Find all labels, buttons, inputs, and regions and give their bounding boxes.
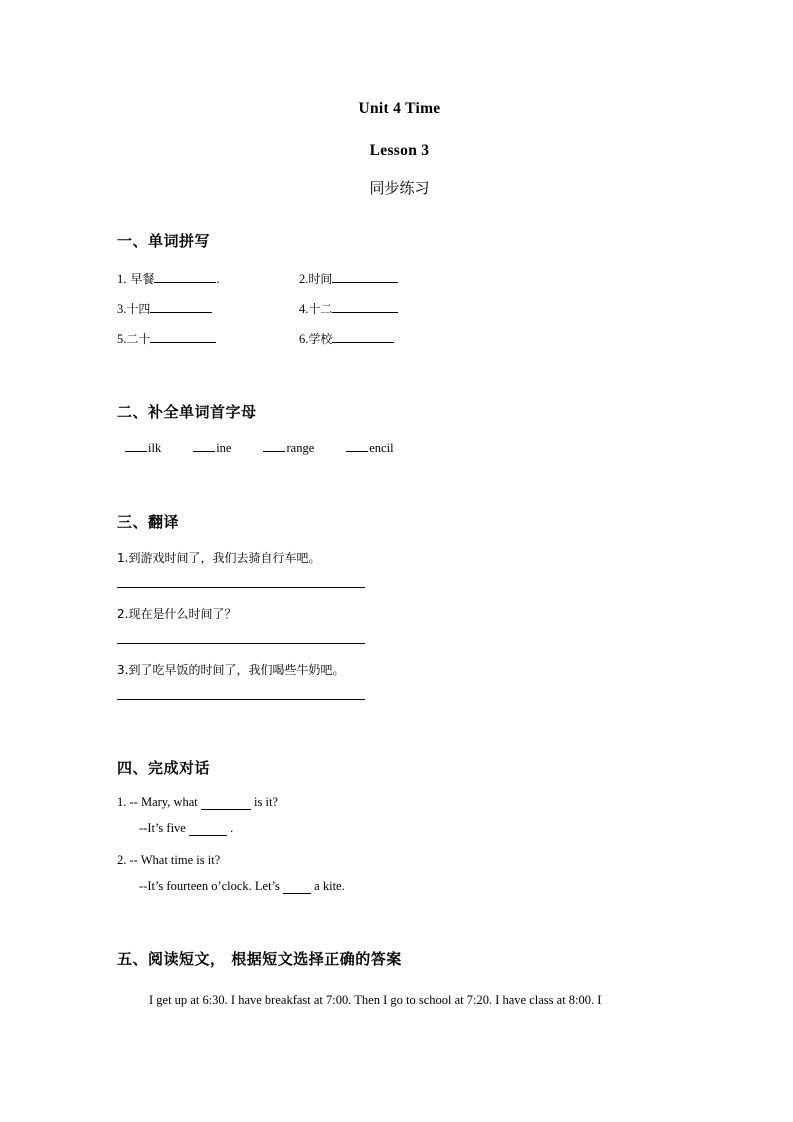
dialogue-text: --It’s five: [139, 821, 186, 835]
answer-blank[interactable]: [332, 330, 394, 343]
first-letter-item-3: [263, 440, 314, 456]
answer-blank[interactable]: [193, 440, 215, 452]
item-word: 十四: [126, 302, 151, 316]
section-heading-5: 五、阅读短文， 根据短文选择正确的答案: [117, 950, 402, 968]
spelling-item-3: [117, 300, 299, 317]
dialogue-question-1: [117, 795, 682, 810]
reading-passage: I get up at 6:30. I have breakfast at 7:00. Then I go to school at 7:20. I have class at 8:00. I: [149, 993, 602, 1007]
dialogue-text: is it?: [254, 795, 278, 809]
word-stem: range: [286, 441, 315, 455]
page-title-sub: 同步练习: [369, 179, 430, 197]
section-heading-1: 一、单词拼写: [117, 232, 211, 250]
item-number: 5.: [117, 332, 127, 346]
item-number: 1.: [117, 272, 127, 286]
spelling-row: [117, 330, 462, 347]
dialogue-text: 1. -- Mary, what: [117, 795, 198, 809]
item-word: 二十: [126, 332, 151, 346]
translation-item-2: [117, 605, 682, 644]
item-number: 2.: [299, 272, 309, 286]
item-word: 学校: [308, 332, 333, 346]
answer-blank[interactable]: [189, 823, 227, 836]
spelling-row: [117, 270, 462, 287]
answer-blank[interactable]: [150, 330, 216, 343]
answer-blank[interactable]: [263, 440, 285, 452]
dialogue-text: 2. -- What time is it?: [117, 853, 221, 867]
answer-blank[interactable]: [332, 300, 398, 313]
word-stem: ilk: [148, 441, 162, 455]
answer-line[interactable]: [117, 586, 365, 588]
item-number: 4.: [299, 302, 309, 316]
section-heading-4: 四、完成对话: [117, 759, 211, 777]
translation-prompt: 2.现在是什么时间了？: [117, 607, 237, 621]
item-tail: .: [216, 272, 220, 286]
answer-line[interactable]: [117, 698, 365, 700]
dialogue-question-2: [117, 853, 682, 868]
spelling-item-2: [299, 270, 398, 287]
section-heading-3: 三、翻译: [117, 513, 180, 531]
spelling-item-1: [117, 270, 299, 287]
spelling-item-5: [117, 330, 299, 347]
translation-prompt: 3.到了吃早饭的时间了，我们喝些牛奶吧。: [117, 663, 345, 677]
item-word: 早餐: [130, 272, 155, 286]
item-number: 6.: [299, 332, 309, 346]
spelling-row: [117, 300, 462, 317]
translation-prompt: 1.到游戏时间了，我们去骑自行车吧。: [117, 551, 321, 565]
spelling-item-6: [299, 330, 394, 347]
answer-blank[interactable]: [283, 881, 311, 894]
word-stem: encil: [369, 441, 394, 455]
first-letter-item-4: [346, 440, 393, 456]
section-heading-2: 二、补全单词首字母: [117, 403, 257, 421]
dialogue-answer-1: [139, 821, 682, 836]
page-title-unit: Unit 4 Time: [358, 100, 441, 117]
translation-item-3: [117, 661, 682, 700]
answer-blank[interactable]: [125, 440, 147, 452]
first-letter-item-1: [125, 440, 161, 456]
answer-blank[interactable]: [150, 300, 212, 313]
item-word: 时间: [308, 272, 333, 286]
first-letter-row: [125, 440, 682, 456]
answer-blank[interactable]: [201, 797, 251, 810]
page-title-lesson: Lesson 3: [369, 142, 430, 159]
dialogue-answer-2: [139, 879, 682, 894]
spelling-grid: [117, 270, 462, 347]
first-letter-item-2: [193, 440, 231, 456]
word-stem: ine: [216, 441, 232, 455]
page-content: [117, 100, 682, 1010]
spelling-item-4: [299, 300, 398, 317]
answer-blank[interactable]: [332, 270, 398, 283]
translation-item-1: [117, 549, 682, 588]
dialogue-text: --It’s fourteen o’clock. Let’s: [139, 879, 280, 893]
answer-line[interactable]: [117, 642, 365, 644]
answer-blank[interactable]: [346, 440, 368, 452]
dialogue-text: a kite.: [314, 879, 345, 893]
item-number: 3.: [117, 302, 127, 316]
item-word: 十二: [308, 302, 333, 316]
dialogue-text: .: [230, 821, 234, 835]
answer-blank[interactable]: [154, 270, 216, 283]
